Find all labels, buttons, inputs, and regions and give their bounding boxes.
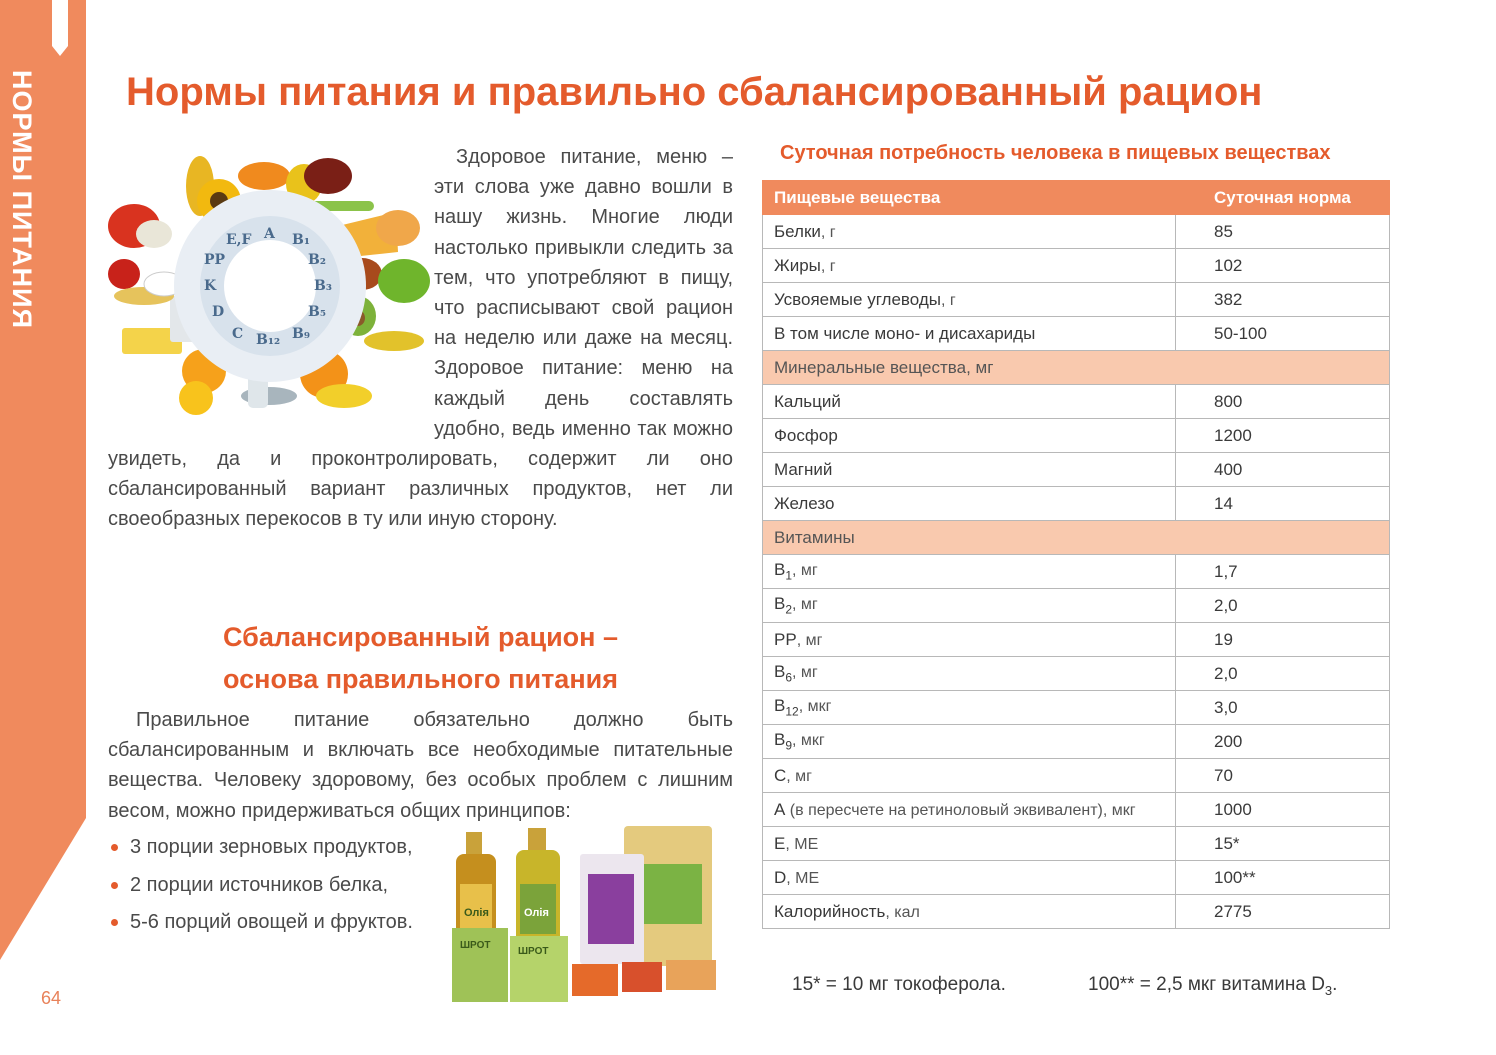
- footnote2-main: 100** = 2,5 мкг витамина D: [1088, 974, 1325, 995]
- table-row: [763, 827, 1390, 861]
- side-band: [0, 0, 86, 1055]
- nutrient-subscript: 12: [785, 704, 799, 719]
- list-item: 5-6 порций овощей и фруктов.: [108, 907, 413, 945]
- nutrient-unit: , кал: [885, 903, 920, 921]
- subheading-line1: Сбалансированный рацион –: [223, 622, 618, 652]
- table-row: [763, 861, 1390, 895]
- norm-value-cell: 19: [1176, 623, 1390, 657]
- svg-text:B₃: B₃: [314, 278, 332, 294]
- norm-value-cell: 14: [1176, 487, 1390, 521]
- footnote2-end: .: [1332, 974, 1338, 995]
- table-row: [763, 453, 1390, 487]
- header-cell: Суточная норма: [1176, 181, 1390, 215]
- nutrient-unit: , г: [820, 223, 836, 241]
- subheading-line2: основа правильного питания: [223, 664, 618, 694]
- list-item: 2 порции источников белка,: [108, 870, 413, 908]
- nutrient-cell: [763, 317, 1176, 351]
- nutrient-cell: [763, 453, 1176, 487]
- nutrient-name: Магний: [774, 459, 833, 479]
- nutrient-name: B: [774, 594, 786, 614]
- svg-text:A: A: [264, 226, 275, 242]
- norm-value-cell: 1000: [1176, 793, 1390, 827]
- nutrient-unit: , г: [820, 257, 836, 275]
- nutrient-unit: , МЕ: [786, 869, 820, 887]
- table-row: [763, 215, 1390, 249]
- nutrient-name: C: [774, 765, 787, 785]
- header-cell: Пищевые вещества: [763, 181, 1176, 215]
- product-label: Олія: [524, 907, 549, 919]
- norm-value-cell: 800: [1176, 385, 1390, 419]
- nutrient-name: B: [774, 662, 786, 682]
- section-subheading: [108, 616, 733, 700]
- section-cell: Минеральные вещества, мг: [763, 351, 1390, 385]
- nutrient-cell: [763, 589, 1176, 623]
- nutrient-cell: [763, 623, 1176, 657]
- table-row: [763, 725, 1390, 759]
- illustration-spacer: [108, 142, 434, 442]
- norm-value-cell: 2,0: [1176, 657, 1390, 691]
- nutrient-name: B: [774, 696, 786, 716]
- svg-text:C: C: [232, 326, 244, 342]
- table-row: [763, 385, 1390, 419]
- norm-value-cell: 70: [1176, 759, 1390, 793]
- nutrient-cell: [763, 249, 1176, 283]
- nutrient-unit: , г: [940, 291, 956, 309]
- nutrient-name: Фосфор: [774, 425, 838, 445]
- nutrient-subscript: 6: [785, 670, 793, 685]
- nutrient-name: Белки: [774, 221, 821, 241]
- product-label: ШРОТ: [460, 940, 491, 951]
- nutrient-unit: (в пересчете на ретиноловый эквивалент), мкг: [785, 801, 1136, 819]
- table-row: [763, 657, 1390, 691]
- nutrient-cell: [763, 691, 1176, 725]
- table-section-row: [763, 351, 1390, 385]
- norm-value-cell: 1,7: [1176, 555, 1390, 589]
- nutrient-unit: , мг: [786, 767, 813, 785]
- nutrient-cell: [763, 283, 1176, 317]
- section-cell: Витамины: [763, 521, 1390, 555]
- nutrient-name: D: [774, 867, 787, 887]
- svg-text:B₁: B₁: [292, 232, 310, 248]
- nutrient-unit: , мг: [792, 562, 818, 580]
- norm-value-cell: 2775: [1176, 895, 1390, 929]
- table-row: [763, 691, 1390, 725]
- svg-text:K: K: [204, 278, 217, 294]
- footnote-vitamin-d: [1088, 974, 1337, 998]
- nutrient-name: Усвояемые углеводы: [774, 289, 941, 309]
- nutrient-name: Жиры: [774, 255, 821, 275]
- nutrient-subscript: 1: [785, 568, 793, 583]
- product-label: ШРОТ: [518, 946, 549, 957]
- norm-value-cell: 382: [1176, 283, 1390, 317]
- nutrition-table: [762, 180, 1390, 929]
- nutrient-cell: [763, 827, 1176, 861]
- nutrient-unit: , мкг: [798, 698, 832, 716]
- footnote-tocopherol: 15* = 10 мг токоферола.: [792, 974, 1006, 995]
- nutrient-name: B: [774, 560, 786, 580]
- table-header-row: [763, 181, 1390, 215]
- nutrient-name: В том числе моно- и дисахариды: [774, 323, 1036, 343]
- nutrient-cell: [763, 861, 1176, 895]
- table-row: [763, 249, 1390, 283]
- nutrient-name: B: [774, 730, 786, 750]
- norm-value-cell: 85: [1176, 215, 1390, 249]
- nutrient-unit: , МЕ: [785, 835, 819, 853]
- nutrient-unit: , мг: [796, 631, 823, 649]
- table-row: [763, 555, 1390, 589]
- table-row: [763, 793, 1390, 827]
- nutrient-subscript: 2: [785, 602, 793, 617]
- table-row: [763, 283, 1390, 317]
- table-row: [763, 487, 1390, 521]
- norm-value-cell: 2,0: [1176, 589, 1390, 623]
- nutrient-unit: , мкг: [792, 732, 825, 750]
- table-title: Суточная потребность человека в пищевых веществах: [780, 142, 1331, 164]
- norm-value-cell: 50-100: [1176, 317, 1390, 351]
- nutrient-cell: [763, 759, 1176, 793]
- table-row: [763, 895, 1390, 929]
- nutrient-cell: [763, 793, 1176, 827]
- norm-value-cell: 200: [1176, 725, 1390, 759]
- body-text: Правильное питание обязательно должно быть сбалансированным и включать все необходимые питательные вещества. Человеку здоровому, без особых проблем с лишним весом, можно придерживаться общих принципов:: [108, 709, 733, 822]
- page-number: 64: [41, 988, 62, 1008]
- footnote2-sub: 3: [1324, 982, 1333, 998]
- nutrient-cell: [763, 487, 1176, 521]
- nutrient-name: Калорийность: [774, 901, 886, 921]
- svg-text:B₉: B₉: [292, 326, 310, 342]
- norm-value-cell: 400: [1176, 453, 1390, 487]
- list-item: 3 порции зерновых продуктов,: [108, 832, 413, 870]
- nutrient-cell: [763, 419, 1176, 453]
- table-row: [763, 589, 1390, 623]
- norm-value-cell: 102: [1176, 249, 1390, 283]
- page-title: Нормы питания и правильно сбалансированный рацион: [126, 70, 1263, 114]
- nutrient-cell: [763, 895, 1176, 929]
- norm-value-cell: 1200: [1176, 419, 1390, 453]
- table-row: [763, 419, 1390, 453]
- svg-text:B₁₂: B₁₂: [256, 332, 281, 348]
- nutrient-cell: [763, 725, 1176, 759]
- nutrient-unit: , мг: [792, 596, 818, 614]
- norm-value-cell: 15*: [1176, 827, 1390, 861]
- nutrient-name: Кальций: [774, 391, 841, 411]
- table-row: [763, 623, 1390, 657]
- norm-value-cell: 100**: [1176, 861, 1390, 895]
- nutrient-name: A: [774, 799, 786, 819]
- nutrient-cell: [763, 657, 1176, 691]
- side-label: НОРМЫ ПИТАНИЯ: [7, 70, 37, 329]
- intro-paragraph: [108, 142, 733, 535]
- nutrient-subscript: 9: [785, 738, 793, 753]
- product-label: Олія: [464, 907, 489, 919]
- svg-text:D: D: [212, 304, 225, 320]
- nutrient-cell: [763, 555, 1176, 589]
- products-illustration: [448, 824, 720, 1004]
- intro-text: Здоровое питание, меню – эти слова уже давно вошли в нашу жизнь. Многие люди настолько привыкли следить за тем, что употребляют в пищу, что расписывают свой рацион на неделю или даже на месяц. Здоровое питание: меню на каждый день составлять удобно, ведь именно так можно увидеть, да и проконтролировать, содержит ли оно сбалансированный вариант различных продуктов, нет ли своеобразных перекосов в ту или иную сторону.: [108, 146, 733, 531]
- table-row: [763, 759, 1390, 793]
- nutrient-name: E: [774, 833, 786, 853]
- nutrient-unit: , мг: [792, 664, 818, 682]
- table-row: [763, 317, 1390, 351]
- portion-list: [108, 832, 413, 945]
- svg-text:E,F: E,F: [226, 232, 252, 248]
- nutrient-cell: [763, 385, 1176, 419]
- norm-value-cell: 3,0: [1176, 691, 1390, 725]
- nutrient-name: PP: [774, 629, 797, 649]
- nutrient-cell: [763, 215, 1176, 249]
- svg-text:PP: PP: [204, 252, 226, 268]
- nutrient-name: Железо: [774, 493, 835, 513]
- balanced-diet-paragraph: [108, 705, 733, 826]
- svg-text:B₅: B₅: [308, 304, 326, 320]
- table-section-row: [763, 521, 1390, 555]
- svg-text:B₂: B₂: [308, 252, 326, 268]
